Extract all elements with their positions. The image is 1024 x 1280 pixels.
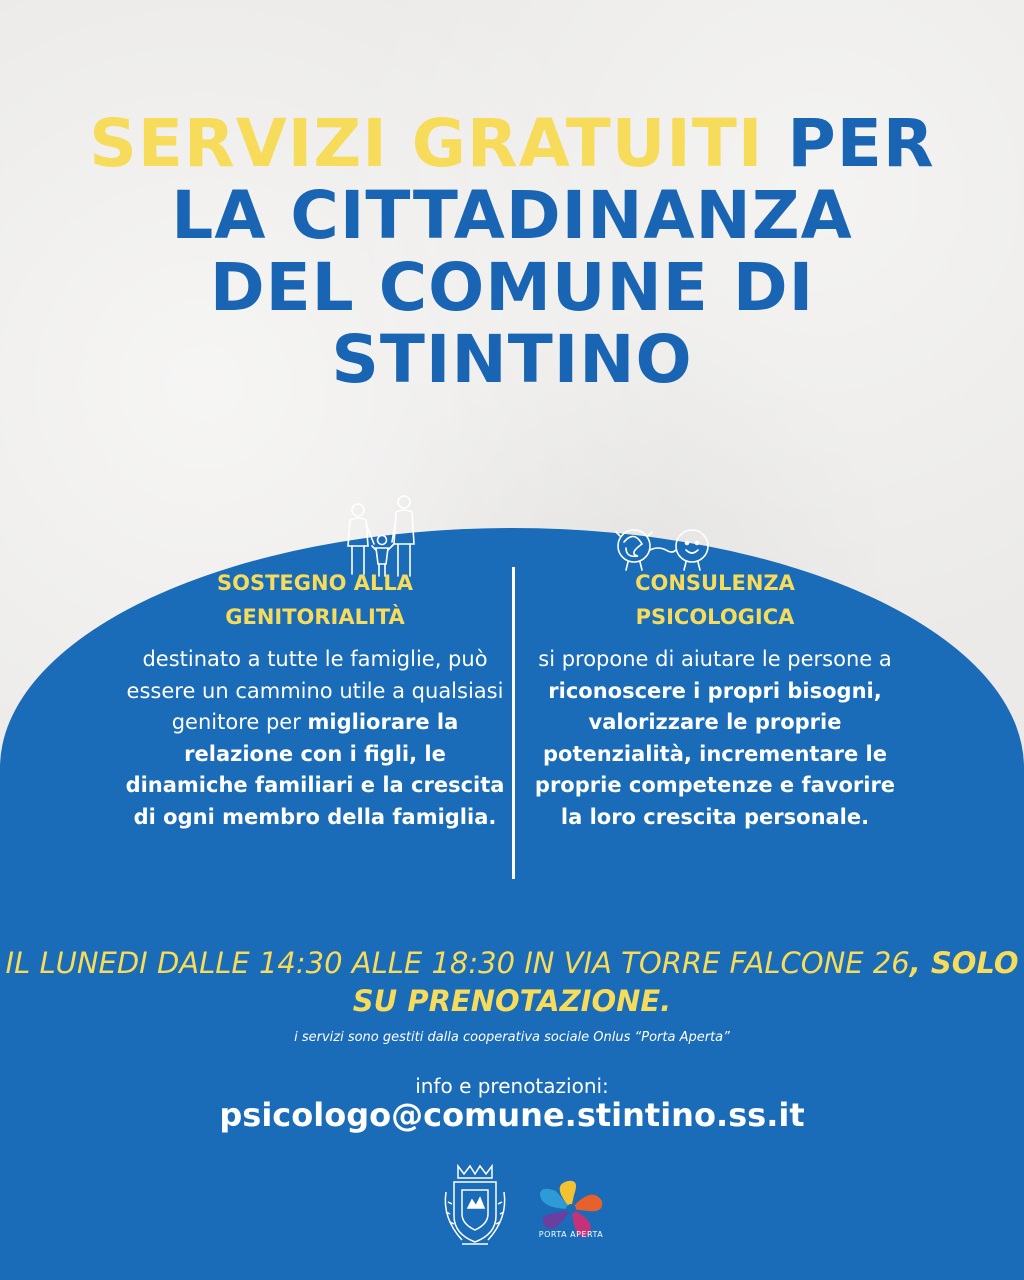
parenting-text-plain: destinato a tutte le famiglie, può essere un cammino utile a qualsiasi genitore per xyxy=(126,647,504,734)
title-line-2: LA CITTADINANZA xyxy=(171,177,853,254)
schedule-text: IL LUNEDI DALLE 14:30 ALLE 18:30 IN VIA TORRE FALCONE 26 xyxy=(5,946,910,980)
management-note: i servizi sono gestiti dalla cooperativa sociale Onlus “Porta Aperta” xyxy=(294,1030,730,1045)
parenting-title-line-2: GENITORIALITÀ xyxy=(225,605,405,629)
parenting-title-line-1: SOSTEGNO ALLA xyxy=(216,571,413,595)
title-line-1 xyxy=(0,105,1024,182)
porta-aperta-logo-text: PORTA APERTA xyxy=(538,1230,604,1239)
porta-aperta-logo xyxy=(530,1162,612,1258)
psychological-consulting-section xyxy=(525,566,905,833)
municipal-crest-icon xyxy=(440,1162,510,1250)
consulting-text-bold: riconoscere i propri bisogni, valorizzare le proprie potenzialità, incrementare le proprie competenze e favorire la loro crescita personale. xyxy=(534,678,896,829)
title-highlight: SERVIZI GRATUITI xyxy=(89,105,764,182)
booking-only-text: , SOLO SU PRENOTAZIONE. xyxy=(352,946,1019,1018)
psychological-consulting-title xyxy=(525,566,905,634)
title-line-1-rest: PER xyxy=(763,105,935,182)
contact-email-link[interactable]: psicologo@comune.stintino.ss.it xyxy=(219,1096,805,1134)
parenting-support-section xyxy=(125,566,505,833)
schedule-info xyxy=(0,944,1024,1020)
consulting-text-plain: si propone di aiutare le persone a xyxy=(538,647,892,671)
contact-label: info e prenotazioni: xyxy=(415,1074,609,1098)
consulting-title-line-2: PSICOLOGICA xyxy=(635,605,795,629)
parenting-support-title xyxy=(125,566,505,634)
parenting-support-text xyxy=(125,644,505,833)
title-line-3: DEL COMUNE DI xyxy=(209,249,815,326)
parenting-text-bold: migliorare la relazione con i figli, le dinamiche familiari e la crescita di ogni membro della famiglia. xyxy=(125,710,505,829)
page-title xyxy=(0,105,1024,398)
column-divider xyxy=(512,567,515,879)
psychological-consulting-text xyxy=(525,644,905,833)
consulting-title-line-1: CONSULENZA xyxy=(635,571,795,595)
title-line-4: STINTINO xyxy=(331,321,693,398)
